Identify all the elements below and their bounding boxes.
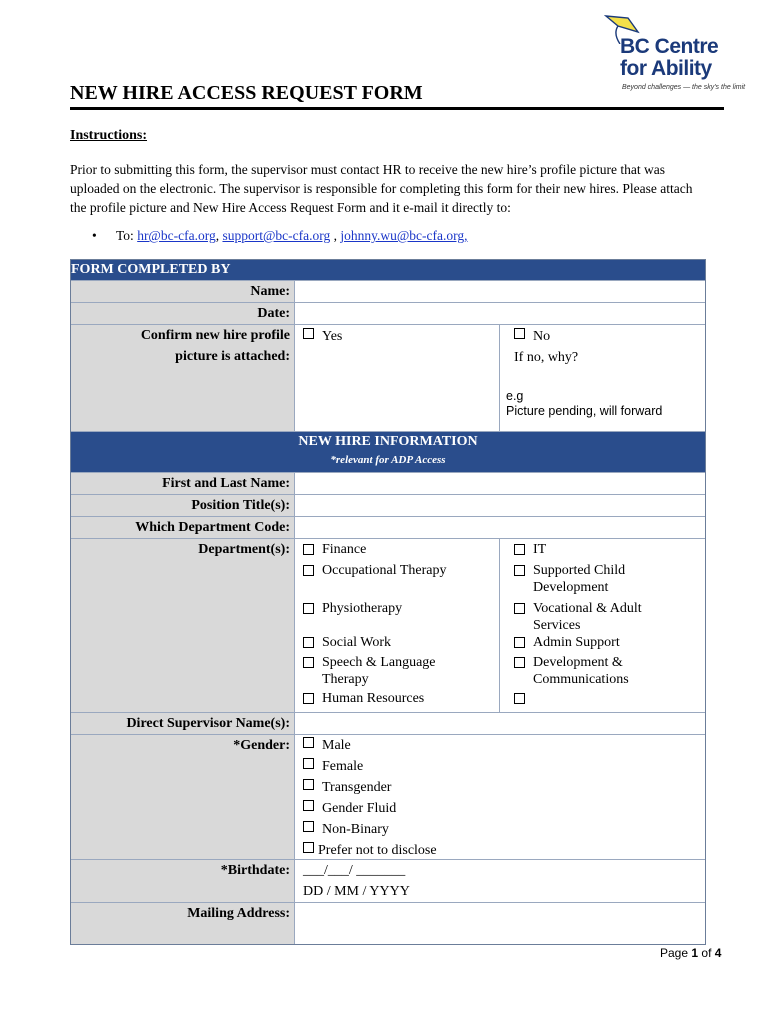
logo-text-line2: for Ability [620,57,712,80]
dept-physio-checkbox[interactable] [303,603,314,614]
confirm-no-cell [500,325,705,431]
dept-other-checkbox[interactable] [514,693,525,704]
departments-right-column: IT Supported Child Development Vocational & Adult Services Admin Support Development & Communications [500,539,705,712]
dept-ot-checkbox[interactable] [303,565,314,576]
mailing-address-field[interactable] [295,903,705,944]
confirm-yes-checkbox[interactable] [303,328,314,339]
position-title-label: Position Title(s): [71,495,295,516]
date-field[interactable] [295,303,705,324]
gender-transgender-checkbox[interactable] [303,779,314,790]
position-title-field[interactable] [295,495,705,516]
confirm-yes-cell [295,325,500,431]
instructions-heading: Instructions: [70,128,148,143]
birthdate-format: DD / MM / YYYY [303,884,410,899]
request-form-table [70,259,706,945]
name-field[interactable] [295,281,705,302]
departments-left-column: Finance Occupational Therapy Physiotherapy Social Work Speech & Language Therapy Human Resources [295,539,500,712]
departments-label: Department(s): [71,539,295,712]
instructions-text: Prior to submitting this form, the supervisor must contact HR to receive the new hire’s profile picture that was uploaded on the electronic. The supervisor is responsible for completing this form for their new hires. Please attach the profile picture and New Hire Access Request Form and it e-mail it directly to: [70,162,693,215]
gender-male-checkbox[interactable] [303,737,314,748]
department-code-label: Which Department Code: [71,517,295,538]
gender-female-checkbox[interactable] [303,758,314,769]
section-header-new-hire: NEW HIRE INFORMATION *relevant for ADP Access [71,431,705,472]
supervisor-label: Direct Supervisor Name(s): [71,713,295,734]
birthdate-label: *Birthdate: [71,860,295,902]
dept-it-checkbox[interactable] [514,544,525,555]
dept-social-work-checkbox[interactable] [303,637,314,648]
dept-development-checkbox[interactable] [514,657,525,668]
section-header-form-completed: FORM COMPLETED BY [71,260,705,280]
gender-undisclosed-checkbox[interactable] [303,842,314,853]
gender-label: *Gender: [71,735,295,859]
email-link-johnny[interactable]: johnny.wu@bc-cfa.org [340,228,465,243]
first-last-name-field[interactable] [295,473,705,494]
dept-speech-checkbox[interactable] [303,657,314,668]
birthdate-field[interactable] [295,860,705,902]
gender-nonbinary-checkbox[interactable] [303,821,314,832]
logo-tagline: Beyond challenges — the sky's the limit [622,84,746,91]
dept-scd-checkbox[interactable] [514,565,525,576]
logo-text-line1: BC Centre [620,35,719,58]
adp-note: *relevant for ADP Access [330,454,446,466]
logo [600,14,746,98]
confirm-no-label: No [533,329,551,344]
dept-admin-checkbox[interactable] [514,637,525,648]
to-label: To: [116,228,134,243]
gender-options: Male Female Transgender Gender Fluid Non-Binary Prefer not to disclose [295,735,705,859]
example-note: e.g Picture pending, will forward [506,389,663,418]
email-link-hr[interactable]: hr@bc-cfa.org [137,228,216,243]
department-code-field[interactable] [295,517,705,538]
first-last-name-label: First and Last Name: [71,473,295,494]
name-label: Name: [71,281,295,302]
dept-vocational-checkbox[interactable] [514,603,525,614]
page-number: Page 1 of 4 [660,946,722,960]
confirm-picture-label: Confirm new hire profile picture is attached: [71,325,295,431]
birthdate-blank: ___/___/ _______ [303,863,406,878]
date-label: Date: [71,303,295,324]
mailing-address-label: Mailing Address: [71,903,295,944]
page-title: NEW HIRE ACCESS REQUEST FORM [70,82,423,104]
dept-hr-checkbox[interactable] [303,693,314,704]
bullet-icon: • [92,228,97,243]
email-link-support[interactable]: support@bc-cfa.org [222,228,331,243]
supervisor-field[interactable] [295,713,705,734]
title-divider [70,107,724,110]
dept-finance-checkbox[interactable] [303,544,314,555]
confirm-yes-label: Yes [322,329,343,344]
gender-fluid-checkbox[interactable] [303,800,314,811]
confirm-no-checkbox[interactable] [514,328,525,339]
if-no-why-label: If no, why? [514,350,579,365]
